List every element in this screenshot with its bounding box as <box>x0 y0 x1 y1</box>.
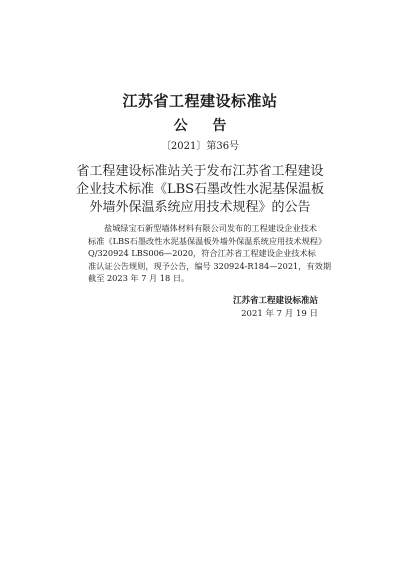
body-line: 截至 2023 年 7 月 18 日。 <box>88 273 190 283</box>
body-line: Q/320924 LBS006—2020，符合江苏省工程建设企业技术标 <box>88 248 316 258</box>
announcement-title <box>0 163 400 217</box>
document-number: 〔2021〕第36号 <box>160 141 240 152</box>
title-line: 省工程建设标准站关于发布江苏省工程建设 <box>76 164 324 179</box>
issuer-heading: 江苏省工程建设标准站 <box>122 92 278 110</box>
announcement-body <box>88 222 332 285</box>
body-line: 盐城绿宝石新型墙体材料有限公司发布的工程建设企业技术 <box>104 223 317 233</box>
title-line: 外墙外保温系统应用技术规程》的公告 <box>89 200 311 215</box>
issue-date: 2021 年 7 月 19 日 <box>241 309 318 319</box>
issuer-signature: 江苏省工程建设标准站 <box>232 296 318 306</box>
document-type: 公 告 <box>173 118 237 134</box>
body-line: 准认证公告规则，现予公告，编号 320924-R184—2021，有效期 <box>88 260 332 271</box>
body-line: 标准《LBS石墨改性水泥基保温板外墙外保温系统应用技术规程》 <box>88 235 327 246</box>
title-line: 企业技术标准《LBS石墨改性水泥基保温板 <box>75 182 325 197</box>
